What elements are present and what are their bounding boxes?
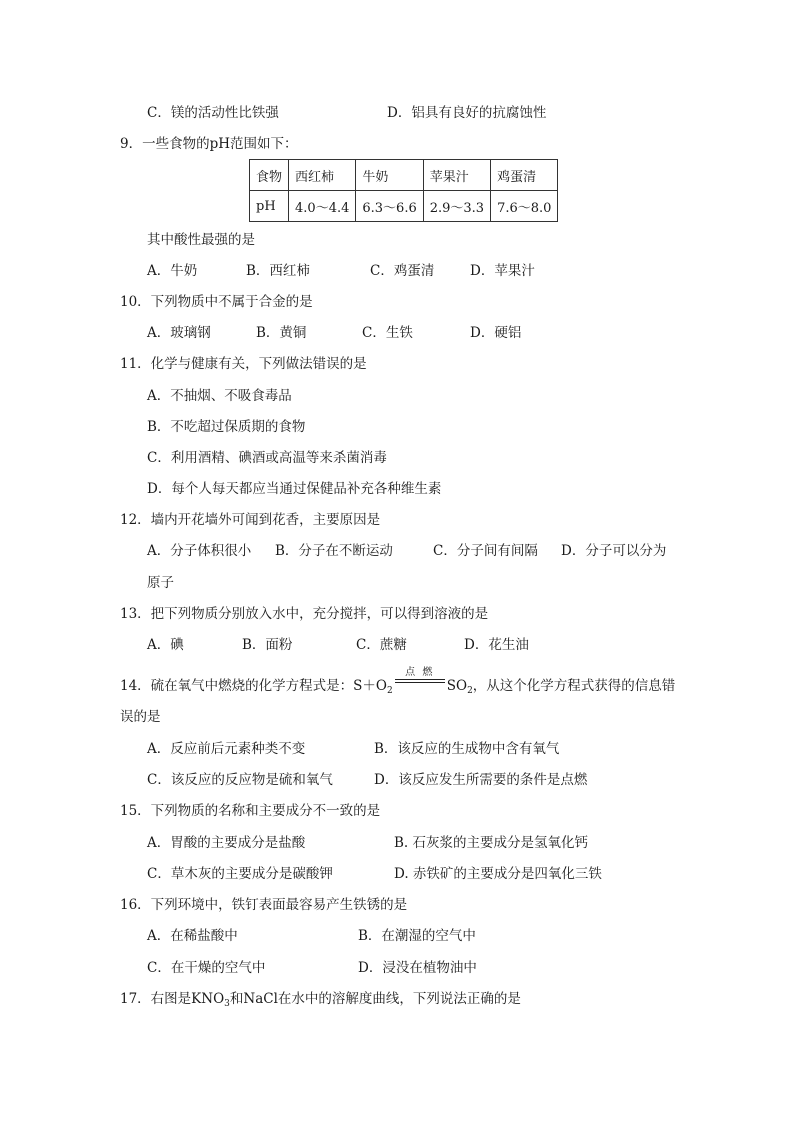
q15-stem: 15．下列物质的名称和主要成分不一致的是 <box>120 803 381 819</box>
ph-table-cell: 6.3～6.6 <box>356 191 423 222</box>
q12-option-c: C．分子间有间隔 <box>433 543 538 559</box>
q9-stem: 9．一些食物的pH范围如下： <box>120 136 298 152</box>
q11-option-c: C．利用酒精、碘酒或高温等来杀菌消毒 <box>147 450 387 466</box>
ph-table-cell: 鸡蛋清 <box>491 160 558 191</box>
q9-option-a: A．牛奶 <box>147 263 198 279</box>
q14-product-subscript: 2 <box>467 686 473 696</box>
q14-option-d: D．该反应发生所需要的条件是点燃 <box>374 772 588 788</box>
ph-table-cell: 食物 <box>250 160 289 191</box>
q11-stem: 11．化学与健康有关，下列做法错误的是 <box>120 356 367 372</box>
q15-option-c: C．草木灰的主要成分是碳酸钾 <box>147 866 333 882</box>
ph-table-header-row <box>250 160 558 191</box>
q16-option-d: D．浸没在植物油中 <box>358 960 477 976</box>
q9-follow: 其中酸性最强的是 <box>147 232 255 248</box>
q14-product: SO <box>446 678 468 694</box>
q17-stem <box>120 990 521 1008</box>
q17-stem-post: 和NaCl在水中的溶解度曲线，下列说法正确的是 <box>229 991 521 1007</box>
q14-stem-pre: 14．硫在氧气中燃烧的化学方程式是：S＋O <box>120 678 387 694</box>
q12-option-b: B．分子在不断运动 <box>275 543 393 559</box>
q16-stem: 16．下列环境中，铁钉表面最容易产生铁锈的是 <box>120 897 408 913</box>
q16-option-a: A．在稀盐酸中 <box>147 928 238 944</box>
q15-option-d: D. 赤铁矿的主要成分是四氧化三铁 <box>394 866 602 882</box>
q11-option-a: A．不抽烟、不吸食毒品 <box>147 388 292 404</box>
q13-stem: 13．把下列物质分别放入水中，充分搅拌，可以得到溶液的是 <box>120 606 489 622</box>
q14-option-a: A．反应前后元素种类不变 <box>147 741 306 757</box>
q14-stem <box>120 667 676 696</box>
q15-option-b: B. 石灰浆的主要成分是氢氧化钙 <box>394 835 589 851</box>
ph-table-cell: 西红柿 <box>289 160 356 191</box>
ph-table-cell: 苹果汁 <box>423 160 490 191</box>
q14-o-subscript: 2 <box>387 686 393 696</box>
q13-option-c: C．蔗糖 <box>356 637 407 653</box>
ph-table-value-row <box>250 191 558 222</box>
q10-option-a: A．玻璃钢 <box>147 325 211 341</box>
q12-stem: 12．墙内开花墙外可闻到花香，主要原因是 <box>120 512 381 528</box>
q17-subscript: 3 <box>224 999 230 1009</box>
q8-option-c: C．镁的活动性比铁强 <box>147 105 279 121</box>
ph-table-cell: 4.0～4.4 <box>289 191 356 222</box>
ph-table <box>249 159 558 222</box>
q10-option-c: C．生铁 <box>362 325 413 341</box>
q13-option-a: A．碘 <box>147 637 184 653</box>
reaction-arrow <box>395 667 445 695</box>
ph-table-cell: pH <box>250 191 289 222</box>
q10-stem: 10．下列物质中不属于合金的是 <box>120 294 313 310</box>
q16-option-c: C．在干燥的空气中 <box>147 960 266 976</box>
q10-option-d: D．硬铝 <box>470 325 522 341</box>
q13-option-b: B．面粉 <box>242 637 293 653</box>
q14-stem-post: ，从这个化学方程式获得的信息错 <box>472 678 676 694</box>
q14-option-c: C．该反应的反应物是硫和氧气 <box>147 772 333 788</box>
q17-stem-pre: 17．右图是KNO <box>120 991 225 1007</box>
q14-option-b: B．该反应的生成物中含有氧气 <box>374 741 560 757</box>
q10-option-b: B．黄铜 <box>256 325 307 341</box>
q15-option-a: A．胃酸的主要成分是盐酸 <box>147 835 306 851</box>
q11-option-d: D．每个人每天都应当通过保健品补充各种维生素 <box>147 481 442 497</box>
ph-table-cell: 2.9～3.3 <box>423 191 490 222</box>
q12-option-a: A．分子体积很小 <box>147 543 252 559</box>
ph-table-cell: 牛奶 <box>356 160 423 191</box>
q11-option-b: B．不吃超过保质期的食物 <box>147 419 306 435</box>
q16-option-b: B．在潮湿的空气中 <box>358 928 476 944</box>
q9-option-b: B．西红柿 <box>246 263 310 279</box>
ph-table-cell: 7.6～8.0 <box>491 191 558 222</box>
reaction-condition: 点 燃 <box>405 667 435 678</box>
q13-option-d: D．花生油 <box>464 637 529 653</box>
q14-stem-continued: 误的是 <box>120 709 161 725</box>
q8-option-d: D．铝具有良好的抗腐蚀性 <box>387 105 547 121</box>
q12-option-d: D．分子可以分为 <box>561 543 667 559</box>
q9-option-d: D．苹果汁 <box>470 263 535 279</box>
q12-option-d-continued: 原子 <box>147 575 174 591</box>
q9-option-c: C．鸡蛋清 <box>370 263 435 279</box>
